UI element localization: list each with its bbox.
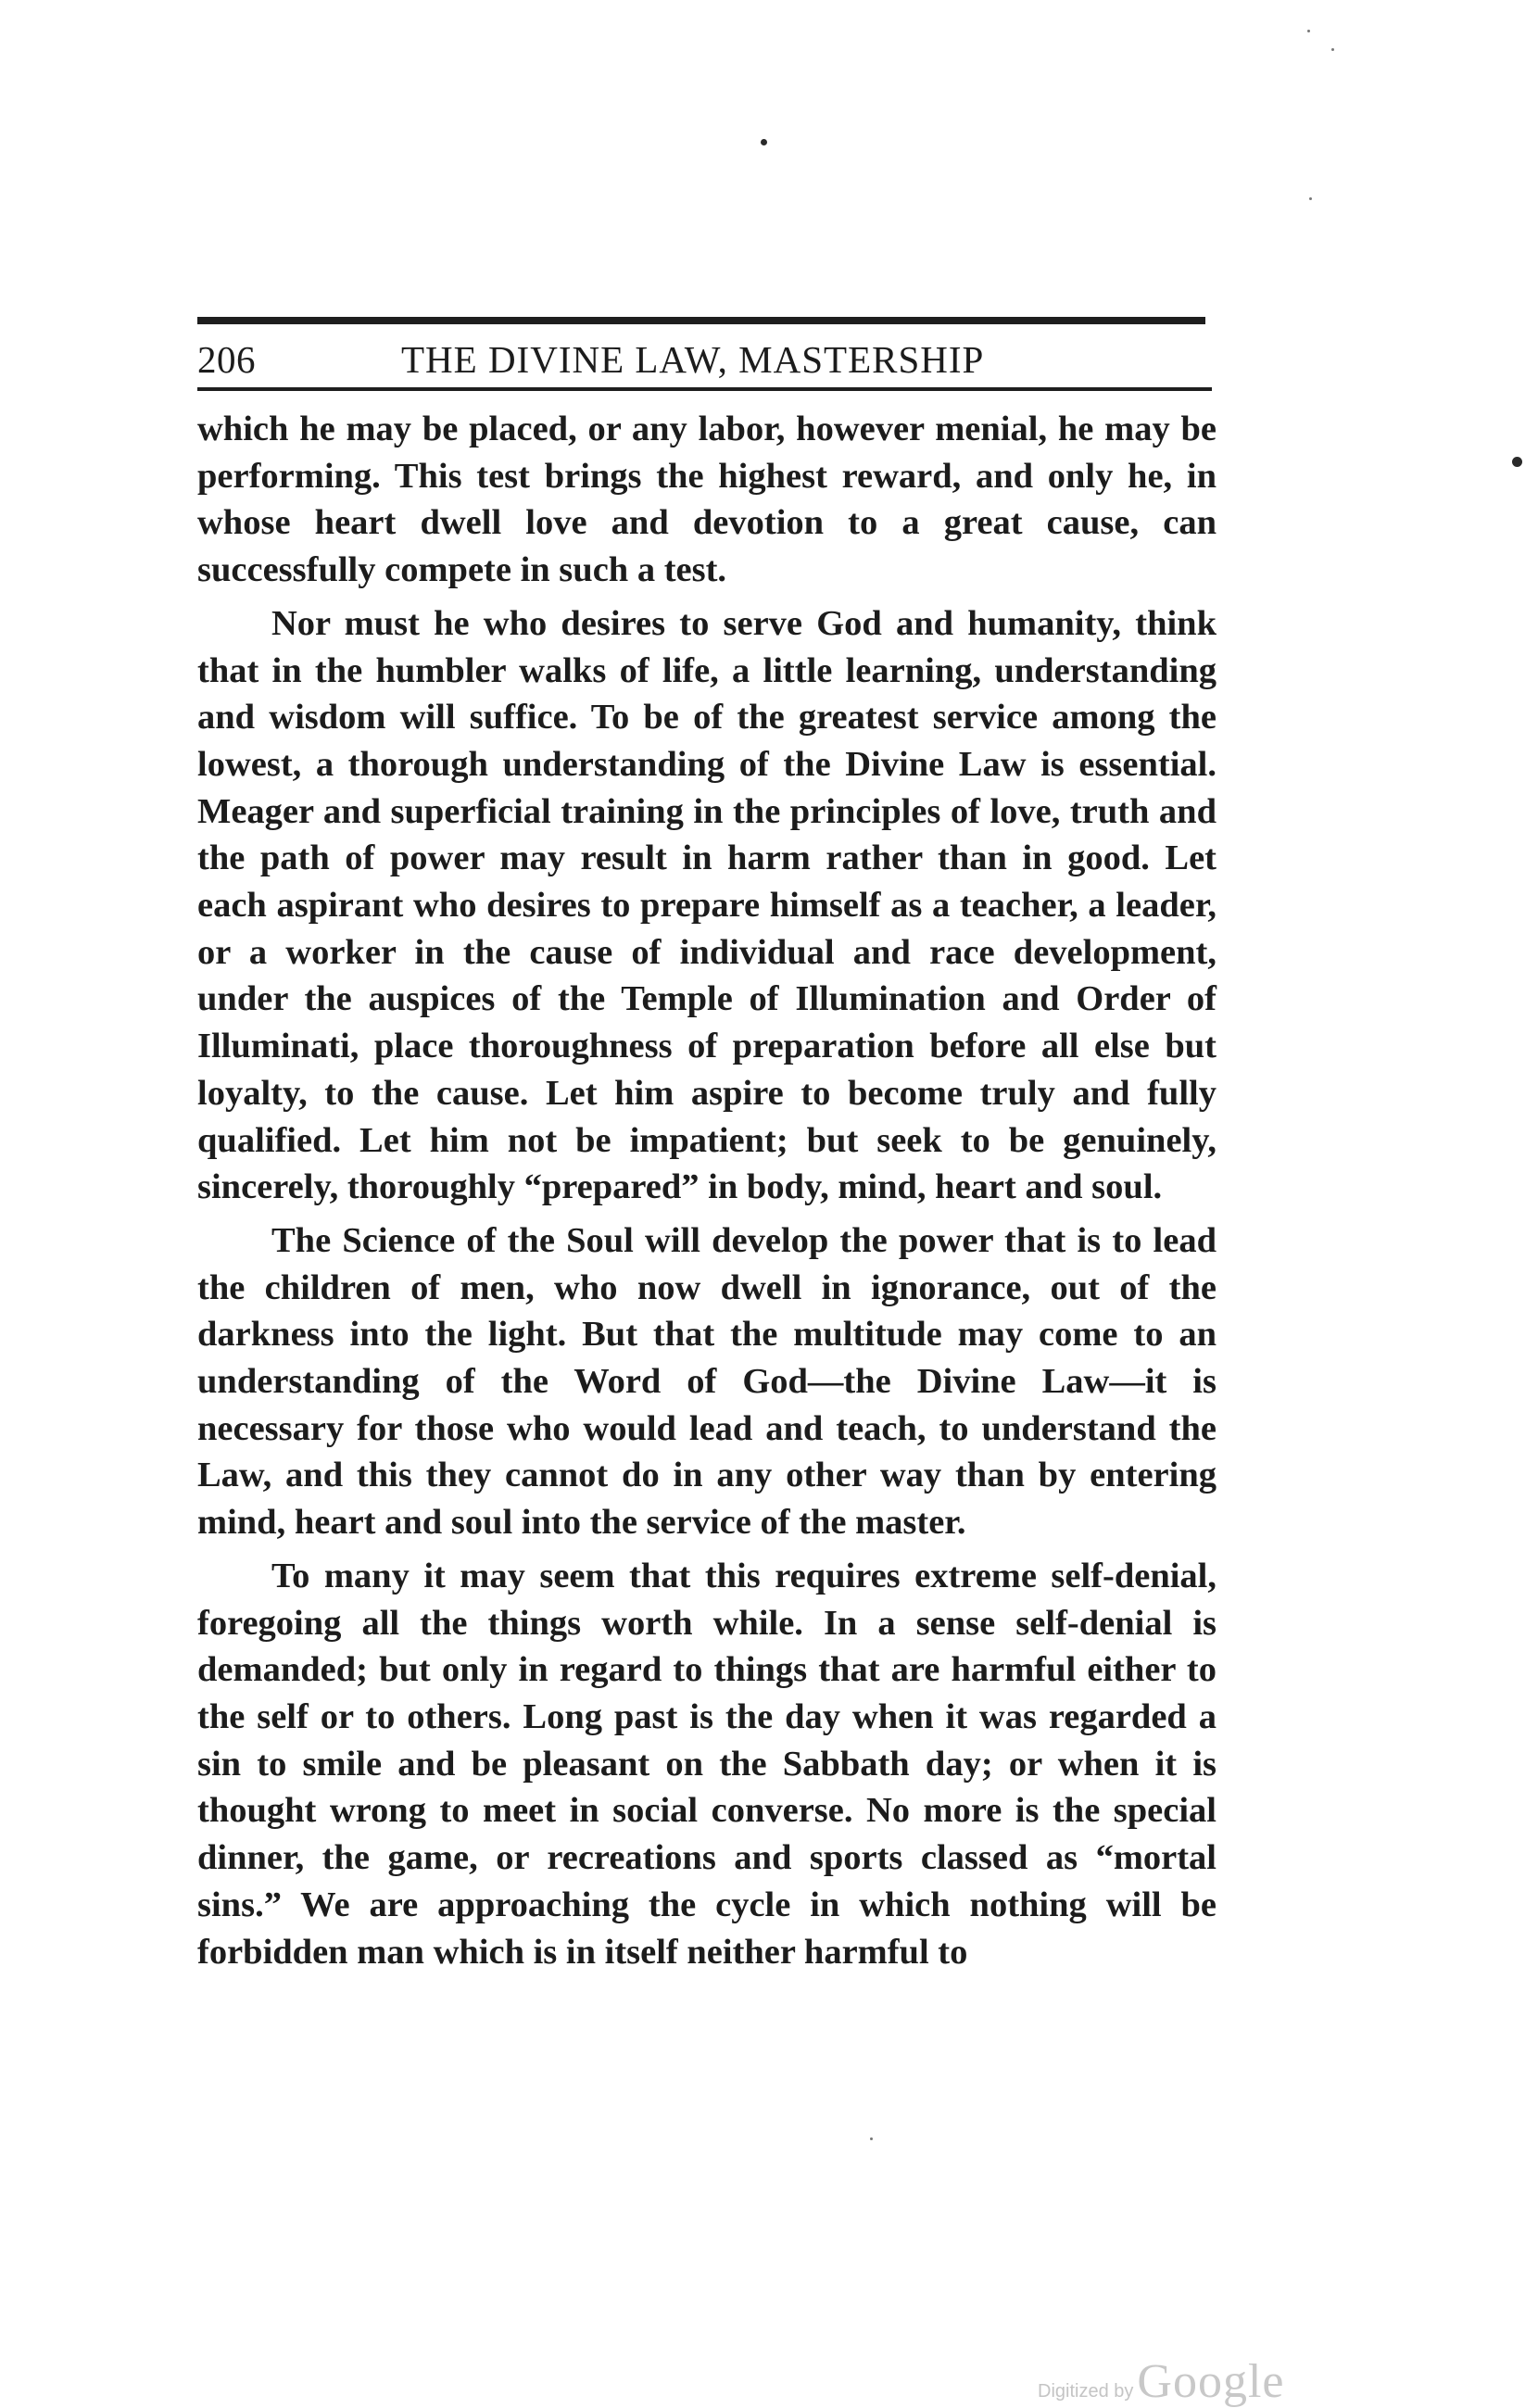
ink-speck bbox=[1512, 457, 1522, 467]
digitization-watermark bbox=[1038, 2355, 1285, 2408]
ink-speck bbox=[870, 2137, 873, 2140]
ink-speck bbox=[1309, 197, 1312, 200]
header-rule-top bbox=[197, 317, 1205, 324]
ink-speck bbox=[761, 139, 767, 145]
running-title: THE DIVINE LAW, MASTERSHIP bbox=[401, 338, 985, 381]
running-head bbox=[197, 335, 1205, 384]
paragraph: which he may be placed, or any labor, however menial, he may be performing. This test brings the highest reward, and only he, in whose heart dwell love and devotion to a great cause, can successfully compete in such a test. bbox=[197, 410, 1217, 590]
paragraph: To many it may seem that this requires extreme self-denial, foregoing all the things worth while. In a sense self-denial is demanded; but only in regard to things that are harmful either to the self or to others. Long past is the day when it was regarded a sin to smile and be pleasant on the Sabbath day; or when it is thought wrong to meet in social converse. No more is the special dinner, the game, or recreations and sports classed as “mortal sins.” We are approaching the cycle in which nothing will be forbidden man which is in itself neither harmful to bbox=[197, 1556, 1217, 1972]
ink-speck bbox=[1307, 30, 1310, 32]
body-text bbox=[197, 406, 1217, 1982]
watermark-prefix: Digitized by bbox=[1038, 2381, 1134, 2402]
ink-speck bbox=[1331, 48, 1334, 51]
header-rule-bottom bbox=[197, 387, 1212, 391]
google-logo: Google bbox=[1137, 2355, 1285, 2408]
page-number: 206 bbox=[197, 338, 256, 381]
paragraph: Nor must he who desires to serve God and humanity, think that in the humbler walks of life, a little learning, understanding and wisdom will suffice. To be of the greatest service among the lowest, a thorough understanding of the Divine Law is essential. Meager and superficial training in the principles of love, truth and the path of power may result in harm rather than in good. Let each aspirant who desires to prepare himself as a teacher, a leader, or a worker in the cause of individual and race development, under the auspices of the Temple of Illumination and Order of Illuminati, place thoroughness of preparation before all else but loyalty, to the cause. Let him aspire to become truly and fully qualified. Let him not be impatient; but seek to be genuinely, sincerely, thoroughly “prepared” in body, mind, heart and soul. bbox=[197, 603, 1217, 1207]
paragraph: The Science of the Soul will develop the power that is to lead the children of men, who now dwell in ignorance, out of the darkness into the light. But that the multitude may come to an understanding of the Word of God—the Divine Law—it is necessary for those who would lead and teach, to understand the Law, and this they cannot do in any other way than by entering mind, heart and soul into the service of the master. bbox=[197, 1220, 1217, 1543]
